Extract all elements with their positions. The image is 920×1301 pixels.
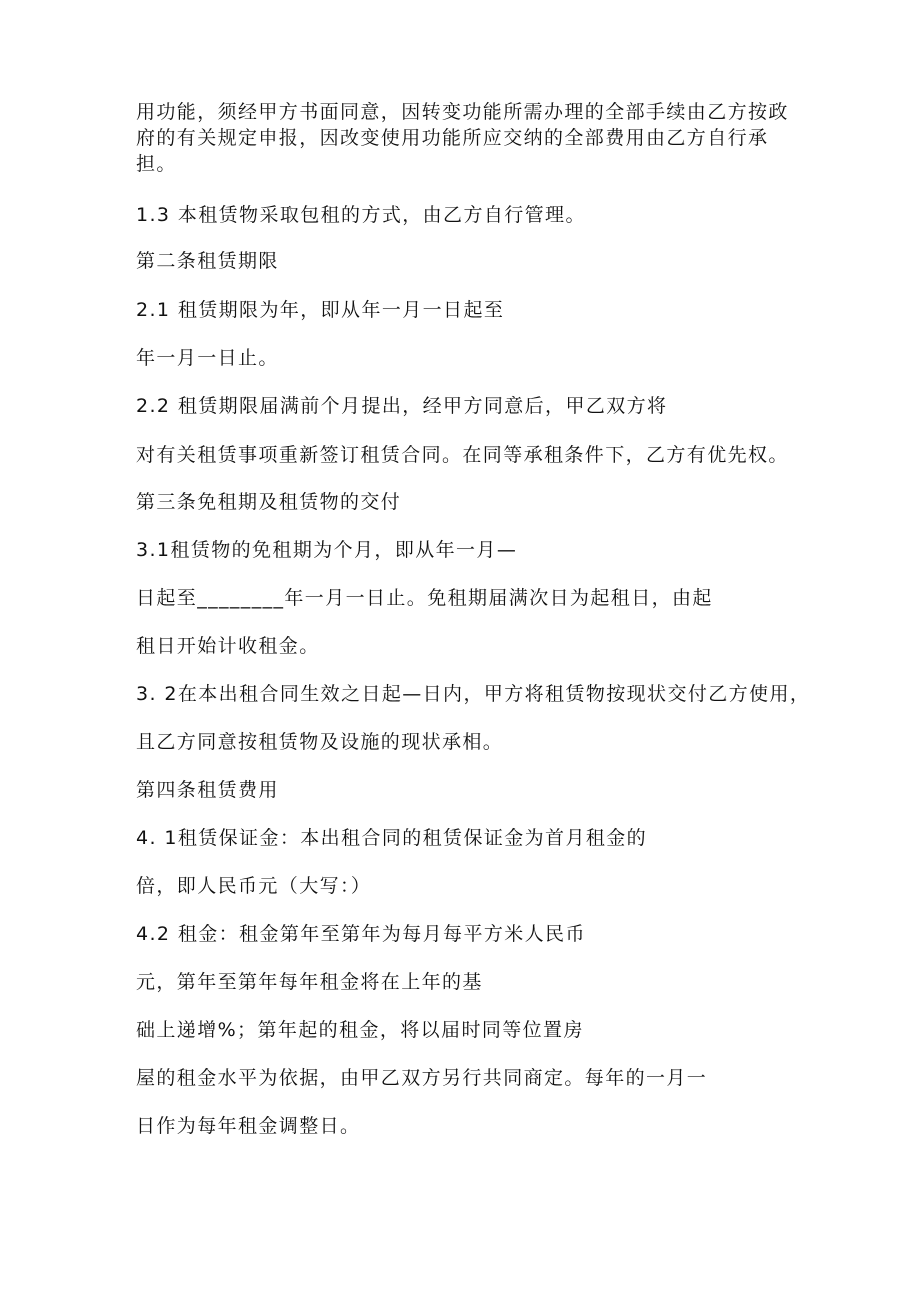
clause-2-1: 2.1 租赁期限为年，即从年一月一日起至: [136, 299, 505, 321]
clause-4-1-cont: 倍，即人民币元（大写：）: [136, 875, 372, 897]
text-line: 府的有关规定申报，因改变使用功能所应交纳的全部费用由乙方自行承: [136, 127, 769, 149]
clause-4-1: 4. 1租赁保证金：本出租合同的租赁保证金为首月租金的: [136, 827, 648, 849]
clause-4-2-cont: 元，第年至第年每年租金将在上年的基: [136, 971, 483, 993]
clause-2-1-cont: 年一月一日止。: [136, 347, 279, 369]
text-line: 用功能，须经甲方书面同意，因转变功能所需办理的全部手续由乙方按政: [136, 101, 789, 123]
clause-4-2-cont4: 日作为每年租金调整日。: [136, 1115, 361, 1137]
paragraph-usage-change: [136, 99, 789, 177]
clause-2-2: 2.2 租赁期限届满前个月提出，经甲方同意后，甲乙双方将: [136, 395, 668, 417]
clause-3-1: 3.1租赁物的免租期为个月，即从年一月—: [136, 539, 518, 561]
section-heading-2: 第二条租赁期限: [136, 250, 279, 272]
clause-4-2-cont2: 础上递增%；第年起的租金，将以届时同等位置房: [136, 1019, 584, 1041]
clause-4-2-cont3: 屋的租金水平为依据，由甲乙双方另行共同商定。每年的一月一: [136, 1067, 708, 1089]
clause-1-3: 1.3 本租赁物采取包租的方式，由乙方自行管理。: [136, 204, 586, 226]
clause-3-1-cont: 日起至________年一月一日止。免租期届满次日为起租日，由起: [136, 587, 713, 609]
clause-4-2: 4.2 租金：租金第年至第年为每月每平方米人民币: [136, 923, 586, 945]
section-heading-3: 第三条免租期及租赁物的交付: [136, 491, 402, 513]
section-heading-4: 第四条租赁费用: [136, 779, 279, 801]
clause-3-1-cont2: 租日开始计收租金。: [136, 635, 320, 657]
clause-3-2: 3. 2在本出租合同生效之日起—日内，甲方将租赁物按现状交付乙方使用，: [136, 683, 811, 705]
clause-2-2-cont: 对有关租赁事项重新签订租赁合同。在同等承租条件下，乙方有优先权。: [136, 444, 789, 466]
text-line: 担。: [136, 153, 177, 175]
clause-3-2-cont: 且乙方同意按租赁物及设施的现状承相。: [136, 731, 504, 753]
